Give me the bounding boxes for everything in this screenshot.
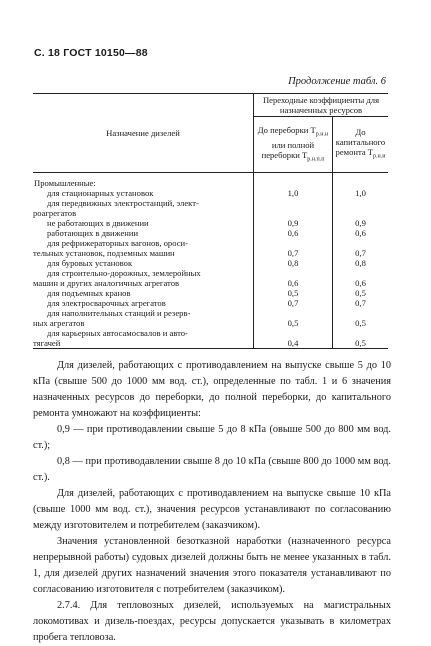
row-coef-capital: 0,6	[355, 228, 366, 238]
row-purpose: для подъемных кранов	[33, 288, 254, 298]
row-coef-overhaul: 0,6	[254, 268, 333, 288]
row-purpose: для стационарных установок	[33, 188, 254, 198]
row-purpose: для передвижных электростанций, элект- роагрегатов	[33, 198, 254, 218]
row-purpose: работающих в движении	[33, 228, 254, 238]
table-row	[33, 288, 388, 298]
row-coef-capital: 0,7	[355, 248, 366, 258]
row-coef-capital: 0,9	[355, 218, 366, 228]
table-continuation-label: Продолжение табл. 6	[288, 76, 386, 87]
row-coef-capital: 0,6	[355, 278, 366, 288]
row-coef-capital: 0,5	[355, 288, 366, 298]
header-col-overhaul: До переборки $T_{р.н.н}$ или полной переборки $T_{р.н.п.п}$	[254, 117, 333, 173]
table-row	[33, 328, 388, 349]
row-coef-overhaul: 0,7	[254, 238, 333, 258]
row-coef-overhaul: 1,0	[254, 188, 333, 198]
table-row	[33, 218, 388, 228]
row-purpose: для рефрижераторных вагонов, ороси- тельных установок, подземных машин	[33, 238, 254, 258]
paragraph-over-10kpa: Для дизелей, работающих с противодавлением на выпуске свыше 10 кПа (свыше 1000 мм вод. ст.), значения ресурсов устанавливают по согласованию между изготовителем и потребителем (заказчиком).	[33, 488, 391, 531]
paragraph-backpressure: Для дизелей, работающих с противодавлением на выпуске свыше 5 до 10 кПа (свыше 500 до 1000 мм вод. ст.), определенные по табл. 1 и 6 значения назначенных ресурсов до переборки, до полной переборки, до капитального ремонта умножают на коэффициенты:	[33, 360, 391, 419]
row-coef-overhaul: 0,5	[254, 288, 333, 298]
table-row	[33, 258, 388, 268]
table-row	[33, 173, 388, 189]
row-coef-overhaul: 0,6	[254, 228, 333, 238]
header-group: Переходные коэффициенты для назначенных ресурсов	[254, 94, 389, 117]
row-coef-capital: 0,5	[333, 328, 389, 349]
table-body	[33, 173, 388, 349]
paragraph-failure-free-time: Значения установленной безотказной наработки (назначенного ресурса непрерывной работы) судовых дизелей должны быть не менее указанных в табл. 1, для дизелей других назначений значения этого показателя устанавливают по согласованию изготовителя с потребителем (заказчиком).	[33, 536, 391, 595]
table-row	[33, 298, 388, 308]
row-coef-capital: 1,0	[355, 188, 366, 198]
paragraph-2-7-4: 2.7.4. Для тепловозных дизелей, используемых на магистральных локомотивах и дизель-поездах, ресурсы допускается указывать в километрах пробега тепловоза.	[33, 600, 391, 643]
row-purpose: для строительно-дорожных, землеройных машин и других аналогичных агрегатов	[33, 268, 254, 288]
row-coef-overhaul: 0,8	[254, 258, 333, 268]
table-row	[33, 238, 388, 258]
row-coef-capital: 0,7	[355, 298, 366, 308]
row-coef-capital	[333, 198, 389, 218]
row-coef-capital: 0,8	[355, 258, 366, 268]
row-purpose: Промышленные:	[33, 173, 254, 189]
paragraph-coef-08: 0,8 — при противодавлении свыше 8 до 10 кПа (свыше 800 до 1000 мм вод. ст.).	[33, 456, 391, 483]
table-row	[33, 198, 388, 218]
header-col-capital-repair: До капитального ремонта $T_{р.н.и}$	[333, 117, 389, 173]
row-purpose: для электросварочных агрегатов	[33, 298, 254, 308]
page-header: С. 18 ГОСТ 10150—88	[34, 47, 148, 59]
row-purpose: для карьерных автосамосвалов и авто- тягачей	[33, 328, 254, 349]
row-purpose: для буровых установок	[33, 258, 254, 268]
coefficients-table	[33, 93, 388, 349]
row-coef-overhaul: 0,7	[254, 298, 333, 308]
row-coef-capital: 0,5	[355, 318, 366, 328]
table-row	[33, 268, 388, 288]
row-purpose: не работающих в движении	[33, 218, 254, 228]
row-coef-capital	[333, 173, 389, 189]
row-coef-overhaul: 0,9	[254, 218, 333, 228]
table-row	[33, 188, 388, 198]
table-row	[33, 228, 388, 238]
table-row	[33, 308, 388, 328]
row-coef-overhaul: 0,5	[254, 308, 333, 328]
row-coef-overhaul	[254, 198, 333, 218]
row-coef-overhaul: 0,4	[254, 328, 333, 349]
header-purpose: Назначение дизелей	[33, 94, 254, 173]
paragraph-coef-09: 0,9 — при противодавлении свыше 5 до 8 кПа (овыше 500 до 800 мм вод. ст.);	[33, 424, 391, 451]
row-purpose: для наполнительных станций и резерв- ных агрегатов	[33, 308, 254, 328]
row-coef-overhaul	[254, 173, 333, 189]
